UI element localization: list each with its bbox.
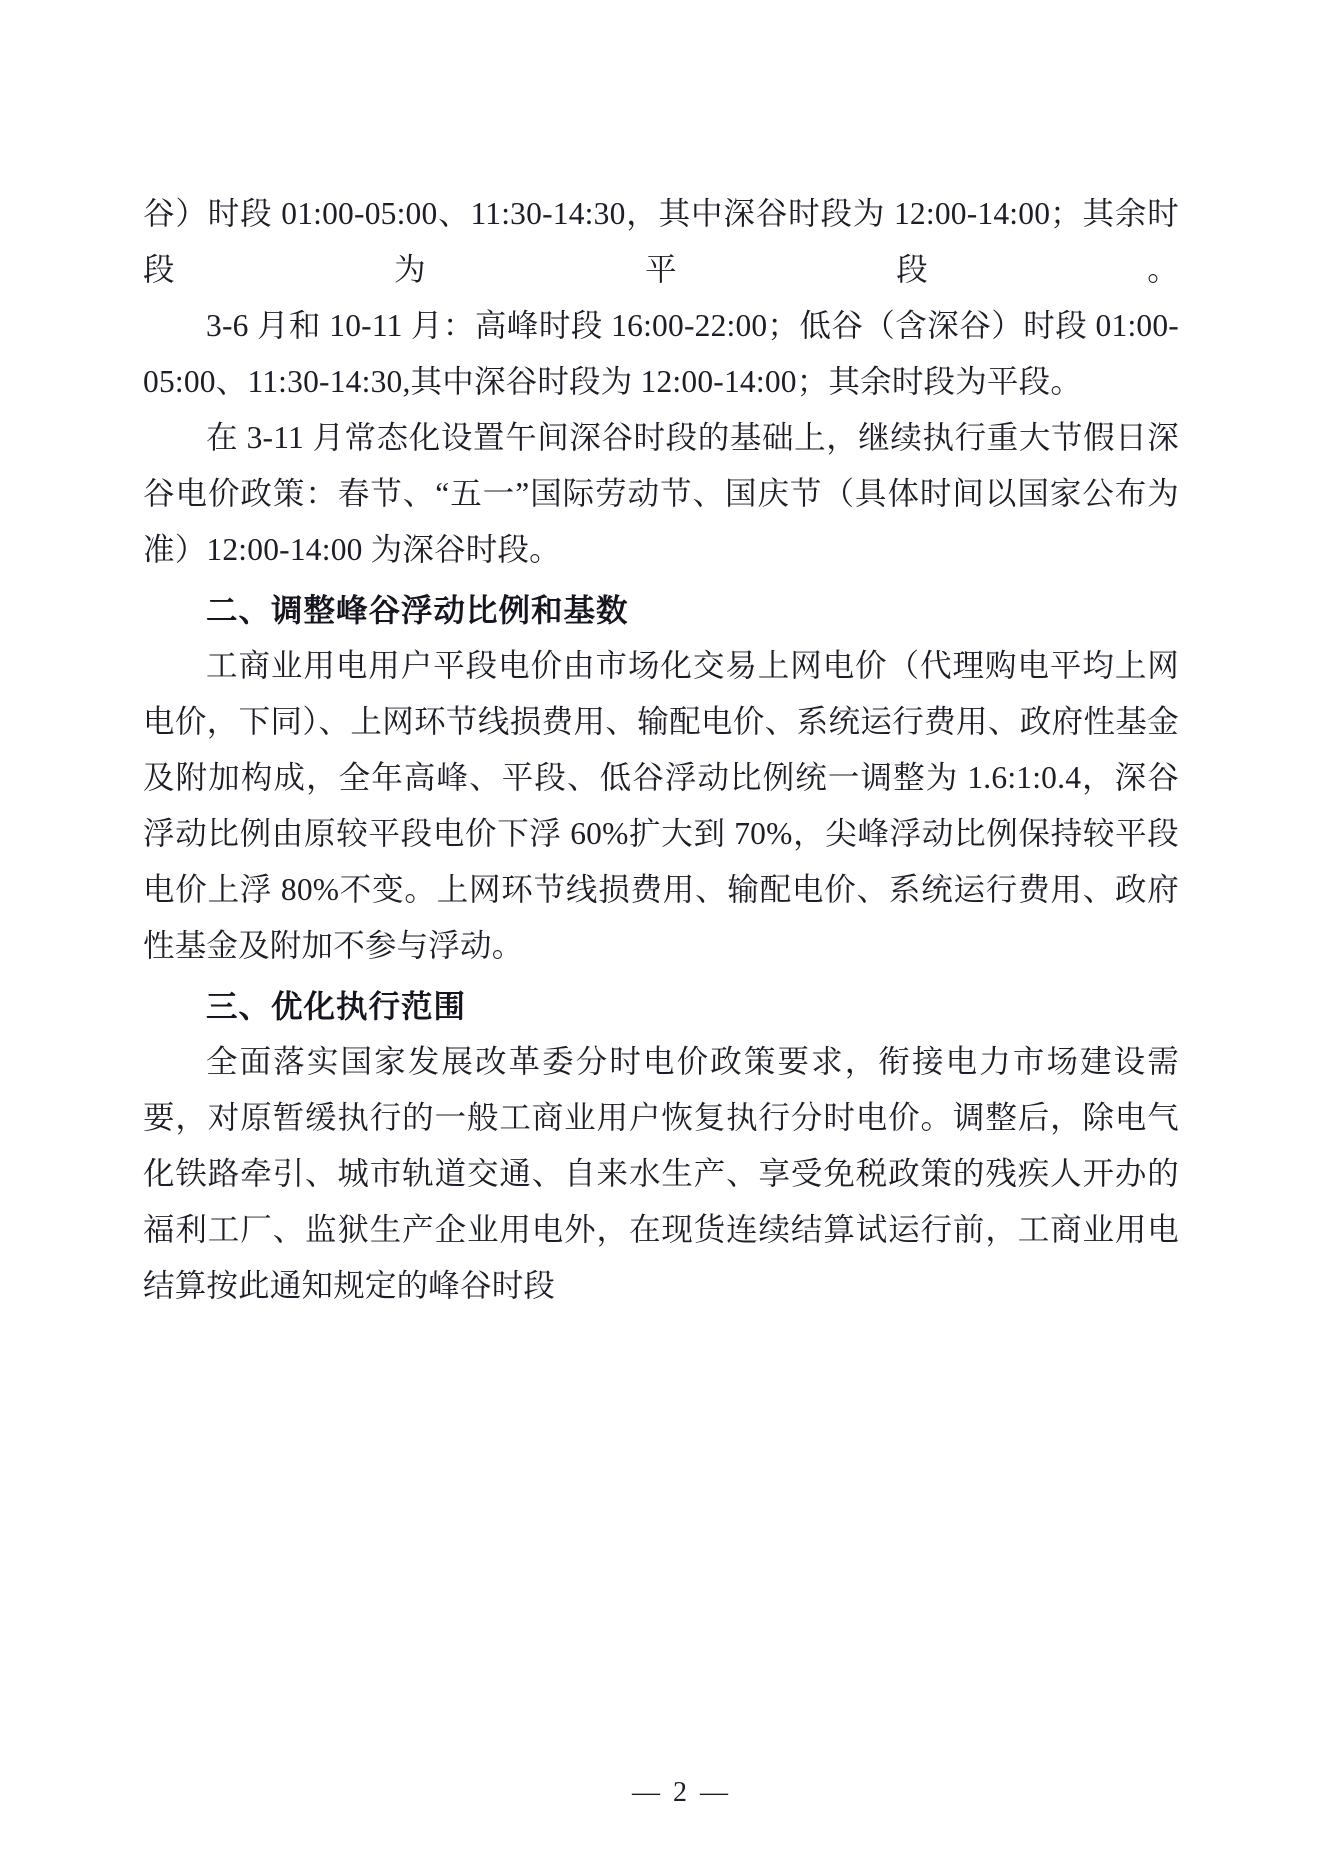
section-heading-three: 三、优化执行范围	[206, 988, 467, 1024]
page-number: — 2 —	[632, 1777, 731, 1808]
paragraph-scope-optimization: 全面落实国家发展改革委分时电价政策要求，衔接电力市场建设需要，对原暂缓执行的一般工商业用户恢复执行分时电价。调整后，除电气化铁路牵引、城市轨道交通、自来水生产、享受免税政策的残疾人开办的福利工厂、监狱生产企业用电外，在现货连续结算试运行前，工商业用电结算按此通知规定的峰谷时段	[143, 1044, 1179, 1303]
section-heading-two: 二、调整峰谷浮动比例和基数	[206, 592, 629, 628]
paragraph-continued-time-periods: 谷）时段 01:00-05:00、11:30-14:30，其中深谷时段为 12:00-14:00；其余时段为平段。	[143, 196, 1179, 287]
document-body	[143, 186, 1179, 1314]
paragraph-holiday-deep-valley-policy: 在 3-11 月常态化设置午间深谷时段的基础上，继续执行重大节假日深谷电价政策：春节、“五一”国际劳动节、国庆节（具体时间以国家公布为准）12:00-14:00 为深谷时段。	[143, 420, 1179, 567]
paragraph-float-ratio-and-base: 工商业用电用户平段电价由市场化交易上网电价（代理购电平均上网电价，下同）、上网环节线损费用、输配电价、系统运行费用、政府性基金及附加构成，全年高峰、平段、低谷浮动比例统一调整为 1.6:1:0.4，深谷浮动比例由原较平段电价下浮 60%扩大到 70%，尖峰浮动比例保持较平段电价上浮 80%不变。上网环节线损费用、输配电价、系统运行费用、政府性基金及附加不参与浮动。	[143, 648, 1179, 963]
paragraph-march-june-october-november: 3-6 月和 10-11 月：高峰时段 16:00-22:00；低谷（含深谷）时段 01:00-05:00、11:30-14:30,其中深谷时段为 12:00-14:00；其余时段为平段。	[143, 308, 1179, 399]
